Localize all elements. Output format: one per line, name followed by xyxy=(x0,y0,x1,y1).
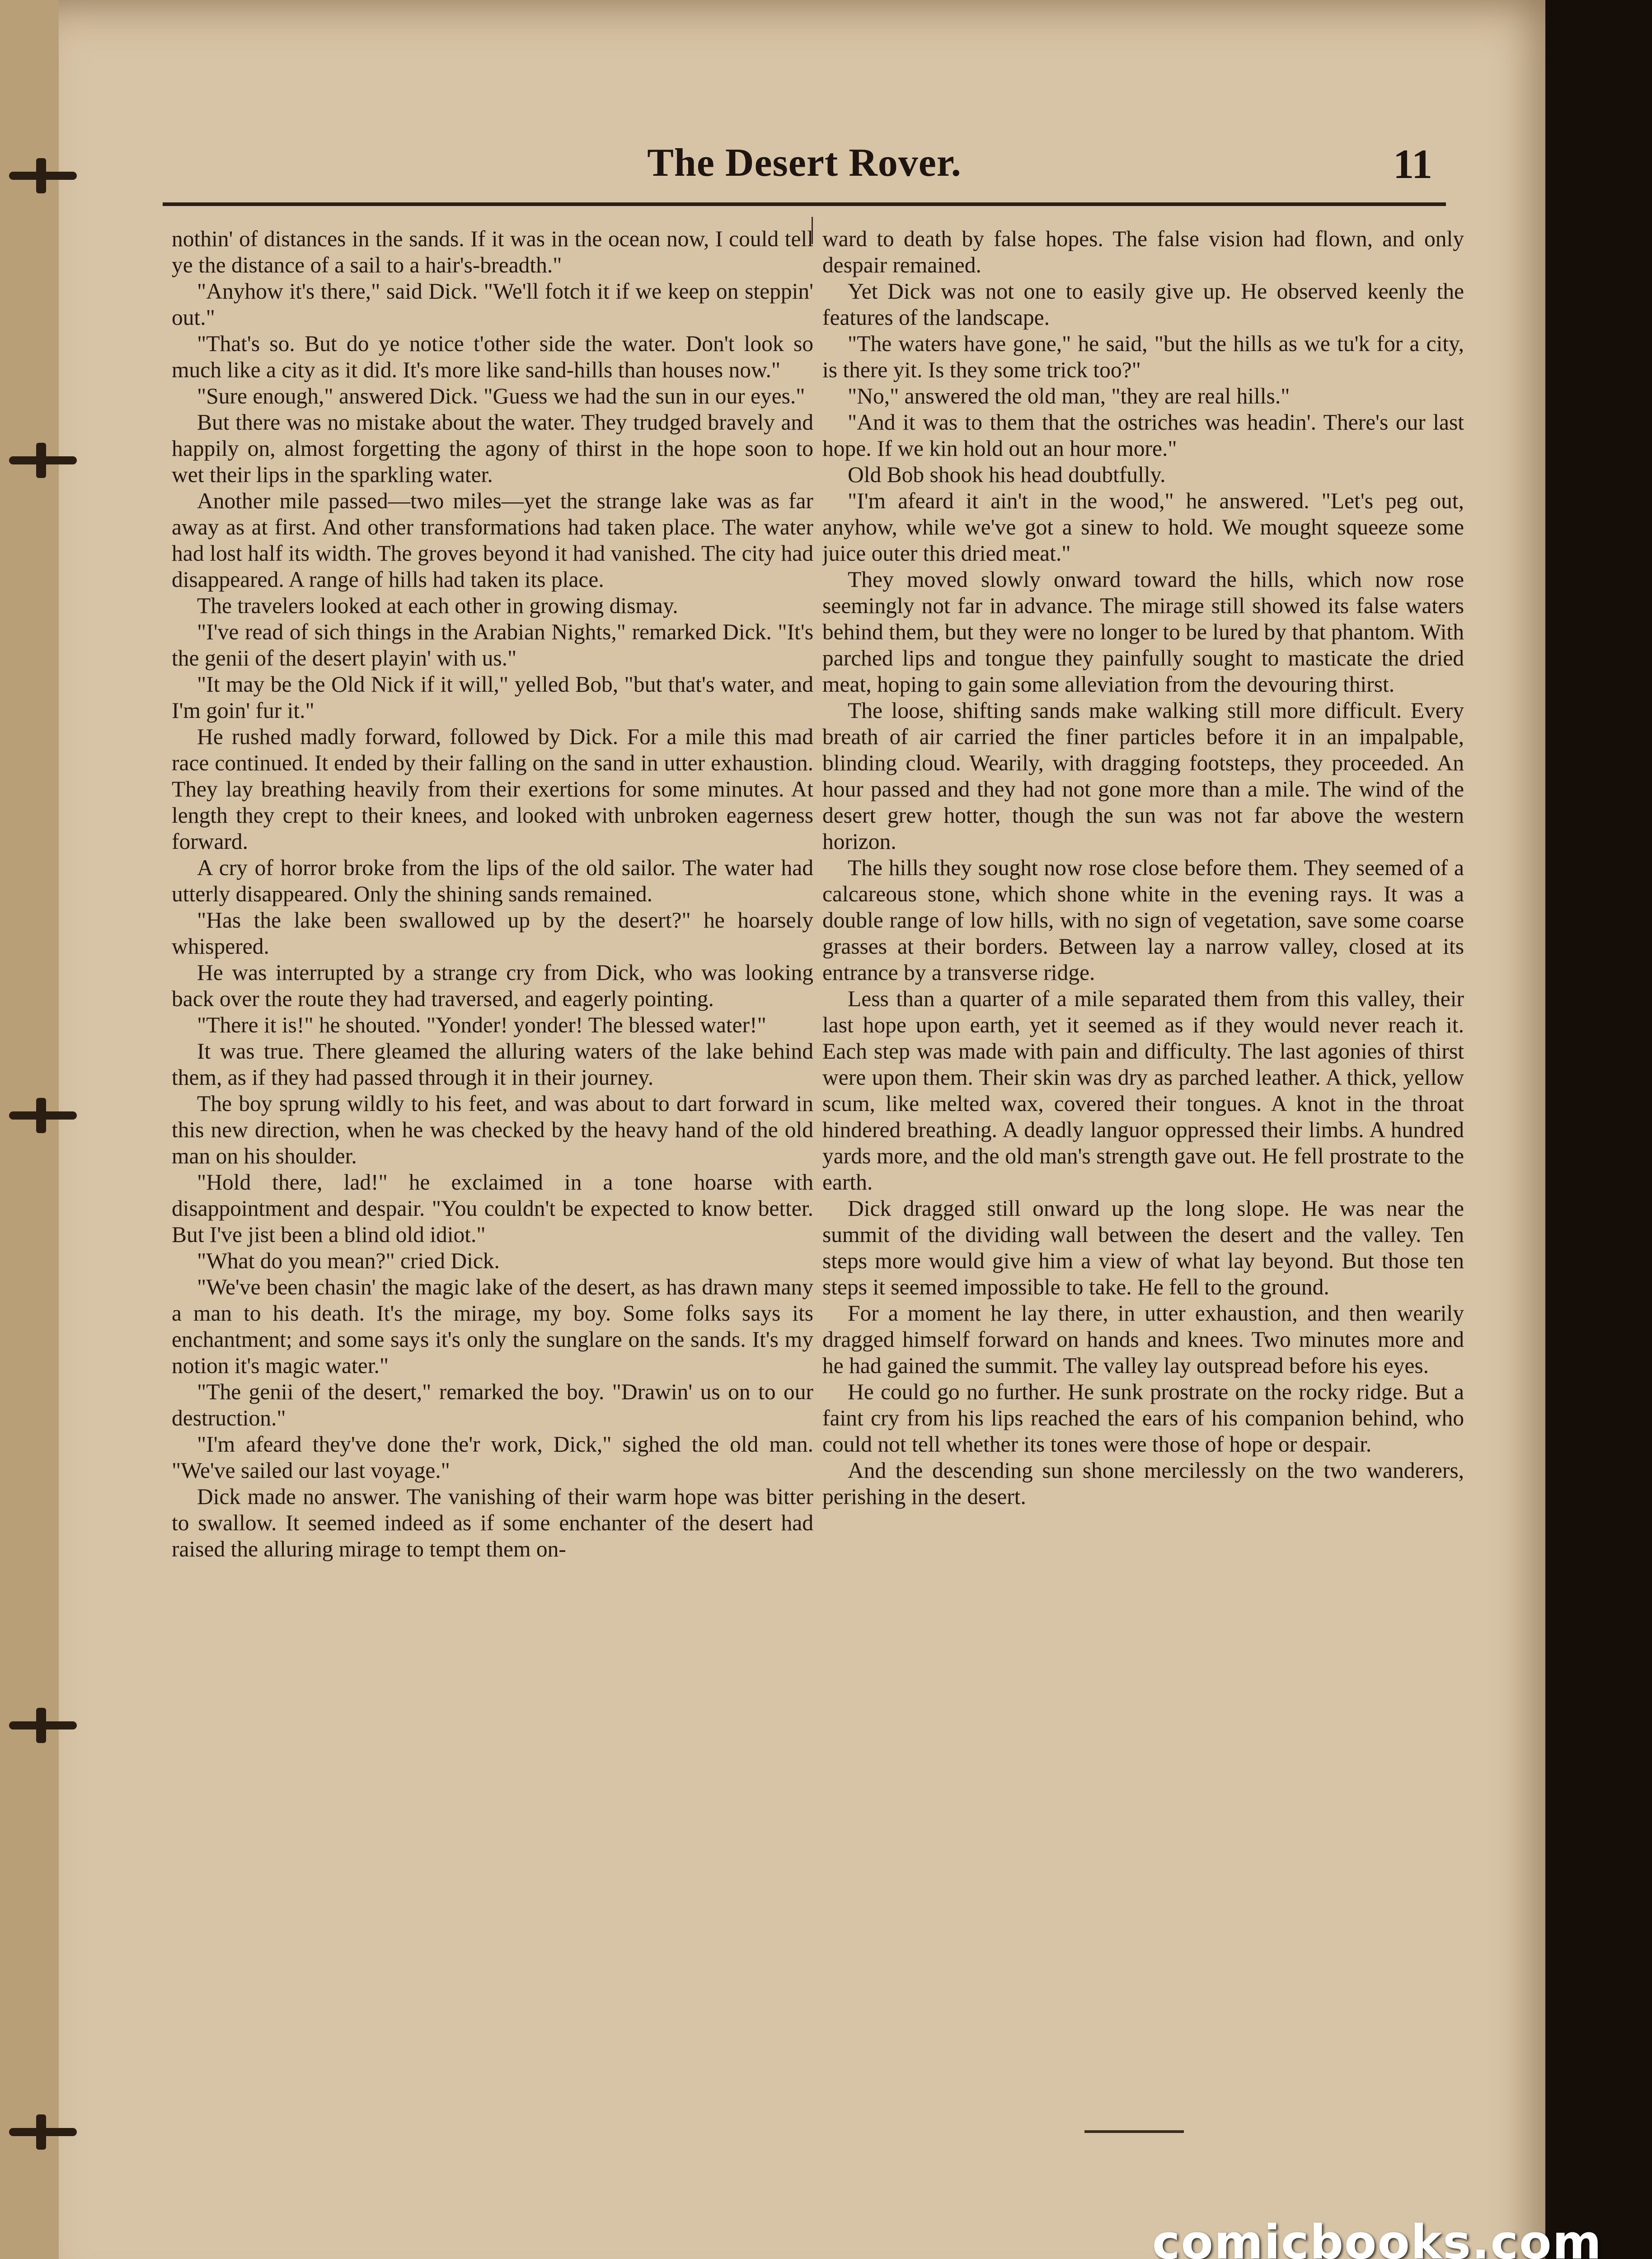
paragraph: He rushed madly forward, followed by Dick. For a mile this mad race continued. It ended by their falling on the sand in utter exhaustion. They lay breathing heavily from their exertions for some minutes. At length they crept to their knees, and looked with unbroken eagerness forward. xyxy=(172,724,813,854)
paragraph: "Anyhow it's there," said Dick. "We'll fotch it if we keep on steppin' out." xyxy=(172,279,813,330)
paragraph: Another mile passed—two miles—yet the strange lake was as far away as at first. And other transformations had taken place. The water had lost half its width. The groves beyond it had vanished. The city had disappeared. A range of hills had taken its place. xyxy=(172,488,813,592)
paragraph: ward to death by false hopes. The false vision had flown, and only despair remained. xyxy=(822,226,1464,277)
binding-stitch-icon xyxy=(9,1111,77,1120)
binding-stitch-icon xyxy=(9,172,77,180)
paragraph: A cry of horror broke from the lips of the old sailor. The water had utterly disappeared. Only the shining sands remained. xyxy=(172,855,813,906)
paragraph: "I'm afeard they've done the'r work, Dick," sighed the old man. "We've sailed our last voyage." xyxy=(172,1432,813,1483)
paragraph: The loose, shifting sands make walking still more difficult. Every breath of air carried the finer particles before it in an impalpable, blinding cloud. Wearily, with dragging footsteps, they proceeded. An hour passed and they had not gone more than a mile. The wind of the desert grew hotter, though the sun was not far above the western horizon. xyxy=(822,698,1464,854)
paragraph: "I've read of sich things in the Arabian Nights," remarked Dick. "It's the genii of the desert playin' with us." xyxy=(172,619,813,670)
paragraph: And the descending sun shone mercilessly on the two wanderers, perishing in the desert. xyxy=(822,1458,1464,1509)
page-number: 11 xyxy=(1393,141,1432,187)
paragraph: "The waters have gone," he said, "but the hills as we tu'k for a city, is there yit. Is they some trick too?" xyxy=(822,331,1464,382)
paragraph: "And it was to them that the ostriches was headin'. There's our last hope. If we kin hold out an hour more." xyxy=(822,410,1464,461)
paragraph: "The genii of the desert," remarked the boy. "Drawin' us on to our destruction." xyxy=(172,1379,813,1430)
paragraph: For a moment he lay there, in utter exhaustion, and then wearily dragged himself forward on hands and knees. Two minutes more and he had gained the summit. The valley lay outspread before his eyes. xyxy=(822,1301,1464,1378)
paragraph: "Sure enough," answered Dick. "Guess we had the sun in our eyes." xyxy=(197,384,805,408)
site-watermark: comicbooks.com xyxy=(1152,2215,1602,2259)
paragraph: The boy sprung wildly to his feet, and was about to dart forward in this new direction, when he was checked by the heavy hand of the old man on his shoulder. xyxy=(172,1091,813,1168)
paragraph: nothin' of distances in the sands. If it was in the ocean now, I could tell ye the distance of a sail to a hair's-breadth." xyxy=(172,226,813,277)
paragraph: They moved slowly onward toward the hills, which now rose seemingly not far in advance. The mirage still showed its false waters behind them, but they were no longer to be lured by that phantom. With parched lips and tongue they painfully sought to masticate the dried meat, hoping to gain some alleviation from the devouring thirst. xyxy=(822,567,1464,697)
paragraph: "What do you mean?" cried Dick. xyxy=(197,1248,500,1273)
paragraph: Yet Dick was not one to easily give up. He observed keenly the features of the landscape. xyxy=(822,279,1464,330)
paragraph: "There it is!" he shouted. "Yonder! yonder! The blessed water!" xyxy=(197,1012,766,1037)
right-column xyxy=(822,226,1464,2169)
running-title: The Desert Rover. xyxy=(647,141,962,185)
paragraph: "That's so. But do ye notice t'other side the water. Don't look so much like a city as it did. It's more like sand-hills than houses now." xyxy=(172,331,813,382)
end-of-chapter-rule xyxy=(1084,2130,1184,2133)
header-rule xyxy=(163,202,1446,206)
binding-stitch-icon xyxy=(9,1721,77,1729)
paragraph: "No," answered the old man, "they are real hills." xyxy=(848,384,1290,408)
paragraph: "Has the lake been swallowed up by the desert?" he hoarsely whispered. xyxy=(172,908,813,959)
running-header xyxy=(163,140,1446,194)
paragraph: He could go no further. He sunk prostrate on the rocky ridge. But a faint cry from his lips reached the ears of his companion behind, who could not tell whether its tones were those of hope or despair. xyxy=(822,1379,1464,1457)
paragraph: The hills they sought now rose close before them. They seemed of a calcareous stone, which shone white in the evening rays. It was a double range of low hills, with no sign of vegetation, save some coarse grasses at their borders. Between lay a narrow valley, closed at its entrance by a transverse ridge. xyxy=(822,855,1464,985)
paragraph: Dick made no answer. The vanishing of their warm hope was bitter to swallow. It seemed indeed as if some enchanter of the desert had raised the alluring mirage to tempt them on- xyxy=(172,1484,813,1561)
binding-stitch-icon xyxy=(9,456,77,464)
paragraph: Old Bob shook his head doubtfully. xyxy=(848,462,1166,487)
paragraph: "We've been chasin' the magic lake of the desert, as has drawn many a man to his death. It's the mirage, my boy. Some folks says its enchantment; and some says it's only the sunglare on the sands. It's my notion it's magic water." xyxy=(172,1275,813,1378)
paragraph: He was interrupted by a strange cry from Dick, who was looking back over the route they had traversed, and eagerly pointing. xyxy=(172,960,813,1011)
binding-gutter xyxy=(0,0,59,2259)
paragraph: But there was no mistake about the water. They trudged bravely and happily on, almost forgetting the agony of thirst in the hope soon to wet their lips in the sparkling water. xyxy=(172,410,813,487)
paragraph: "I'm afeard it ain't in the wood," he answered. "Let's peg out, anyhow, while we've got a sinew to hold. We mought squeeze some juice outer this dried meat." xyxy=(822,488,1464,566)
paragraph: "Hold there, lad!" he exclaimed in a tone hoarse with disappointment and despair. "You couldn't be expected to know better. But I've jist been a blind old idiot." xyxy=(172,1170,813,1247)
paragraph: "It may be the Old Nick if it will," yelled Bob, "but that's water, and I'm goin' fur it." xyxy=(172,672,813,723)
paragraph: Dick dragged still onward up the long slope. He was near the summit of the dividing wall between the desert and the valley. Ten steps more would give him a view of what lay beyond. But those ten steps it seemed impossible to take. He fell to the ground. xyxy=(822,1196,1464,1299)
paragraph: Less than a quarter of a mile separated them from this valley, their last hope upon earth, yet it seemed as if they would never reach it. Each step was made with pain and difficulty. The last agonies of thirst were upon them. Their skin was dry as parched leather. A thick, yellow scum, like melted wax, covered their tongues. A knot in the throat hindered breathing. A deadly languor oppressed their limbs. A hundred yards more, and the old man's strength gave out. He fell prostrate to the earth. xyxy=(822,986,1464,1195)
left-column xyxy=(172,226,813,2169)
paragraph: It was true. There gleamed the alluring waters of the lake behind them, as if they had passed through it in their journey. xyxy=(172,1039,813,1090)
paragraph: The travelers looked at each other in growing dismay. xyxy=(197,593,678,618)
binding-stitch-icon xyxy=(9,2128,77,2136)
